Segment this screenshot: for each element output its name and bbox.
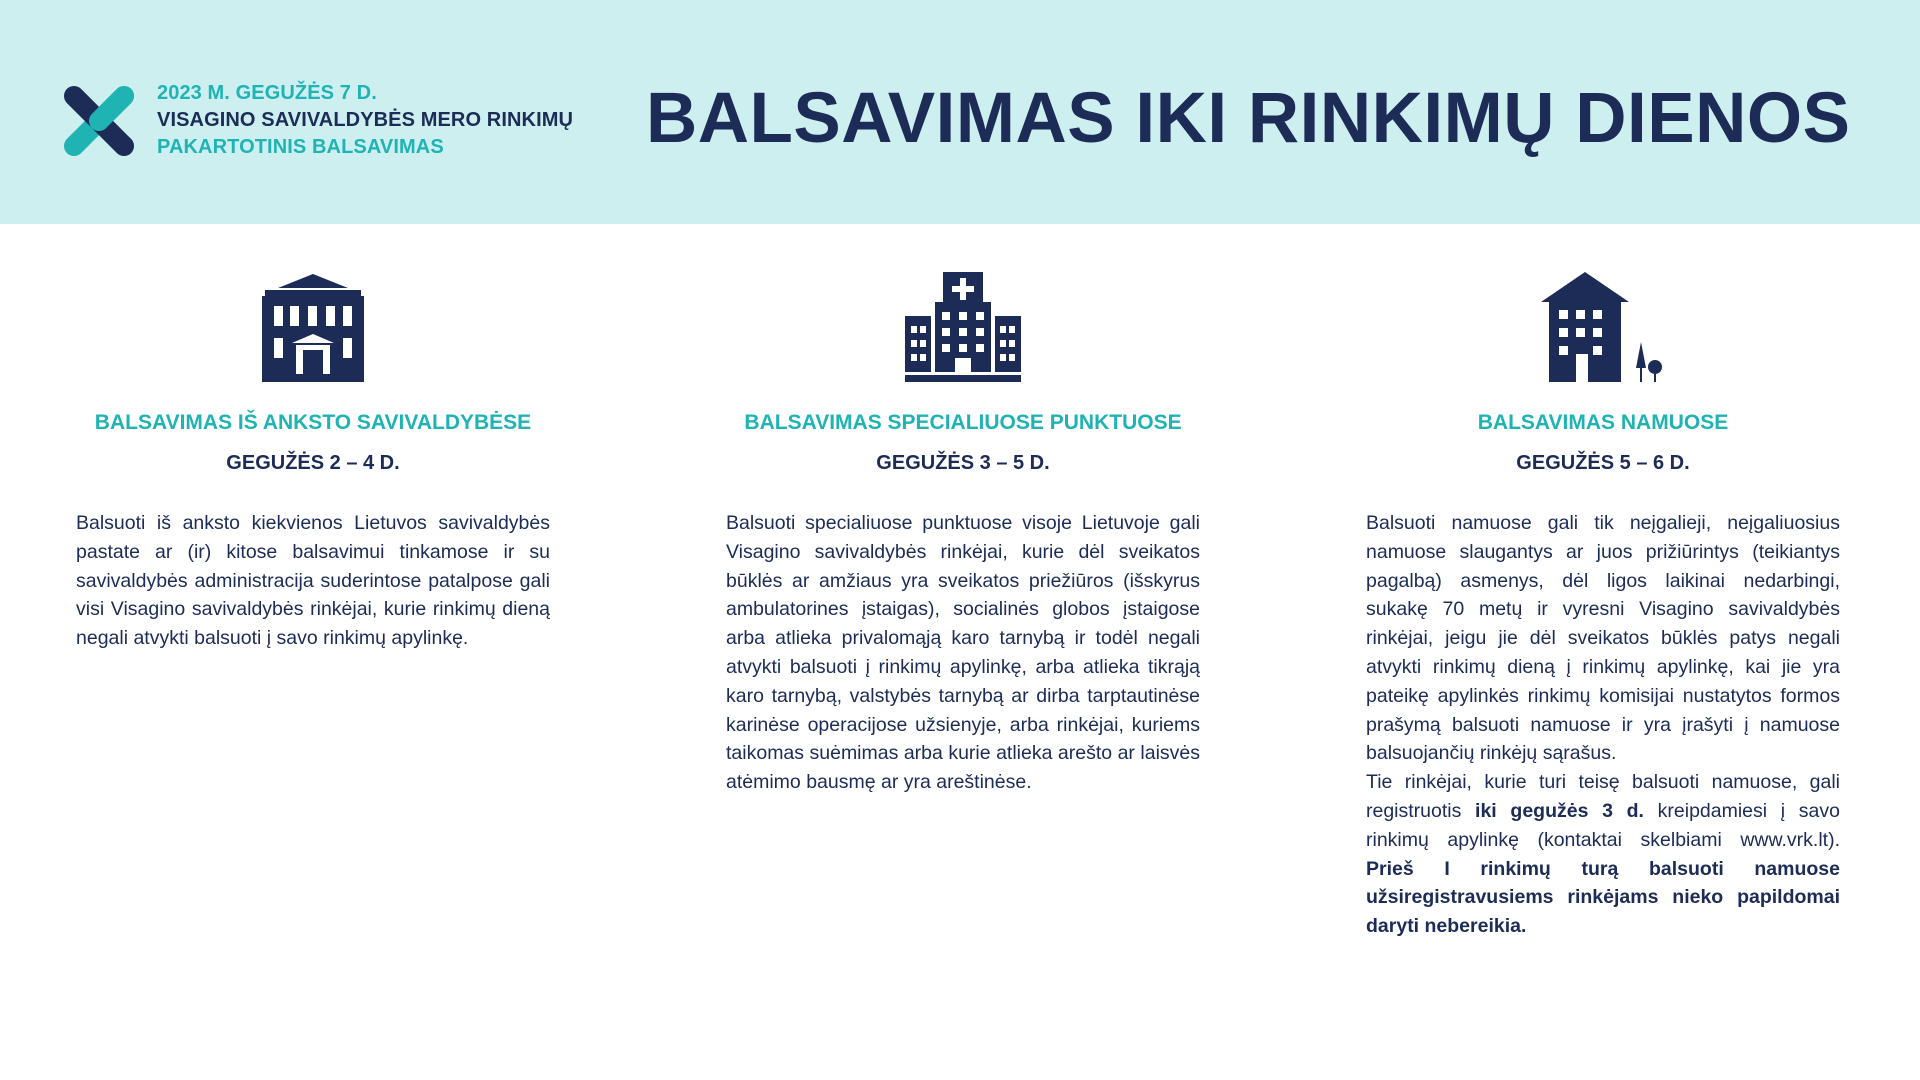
column-heading: BALSAVIMAS IŠ ANKSTO SAVIVALDYBĖSE	[94, 411, 532, 434]
column-text	[76, 509, 550, 653]
home-house-icon	[1541, 272, 1665, 382]
election-subtitle	[157, 80, 573, 161]
municipality-building-icon	[262, 274, 364, 382]
election-name: VISAGINO SAVIVALDYBĖS MERO RINKIMŲ	[157, 109, 574, 131]
election-type: PAKARTOTINIS BALSAVIMAS	[157, 136, 444, 158]
registration-text-contact: kreipdamiesi į savo rinkimų apylinkę (kontaktai skelbiami www.vrk.lt).	[1366, 799, 1840, 851]
column-dates: GEGUŽĖS 2 – 4 D.	[226, 452, 400, 474]
column-home-voting	[1366, 262, 1840, 941]
header-banner	[0, 0, 1920, 224]
column-paragraph-registration	[1366, 768, 1840, 941]
column-dates: GEGUŽĖS 5 – 6 D.	[1516, 452, 1690, 474]
column-text	[1366, 509, 1840, 941]
page-title: BALSAVIMAS IKI RINKIMŲ DIENOS	[646, 79, 1851, 158]
column-dates: GEGUŽĖS 3 – 5 D.	[876, 452, 1050, 474]
registration-note: Prieš I rinkimų turą balsuoti namuose užsiregistravusiems rinkėjams nieko papildomai daryti nebereikia.	[1366, 857, 1840, 938]
column-municipality-voting	[76, 262, 550, 653]
column-paragraph: Balsuoti namuose gali tik neįgalieji, neįgaliuosius namuose slaugantys ar juos prižiūrintys (teikiantys pagalbą) asmenys, dėl ligos laikinai nedarbingi, sukakę 70 metų ir vyresni Visagino savivaldybės rinkėjai, jeigu jie dėl sveikatos būklės patys negali atvykti rinkimų dieną į rinkimų apylinkę, kai jie yra pateikę apylinkės rinkimų komisijai nustatytos formos prašymą balsuoti namuose ir yra įrašyti į namuose balsuojančių rinkėjų sąrašus.	[1366, 512, 1840, 765]
registration-deadline: iki gegužės 3 d.	[1475, 799, 1644, 822]
registration-text: Tie rinkėjai, kurie turi teisę balsuoti namuose, gali registruotis	[1366, 771, 1840, 822]
column-heading: BALSAVIMAS SPECIALIUOSE PUNKTUOSE	[744, 411, 1182, 434]
column-paragraph: Balsuoti specialiuose punktuose visoje Lietuvoje gali Visagino savivaldybės rinkėjai, kurie dėl sveikatos būklės ar amžiaus yra sveikatos priežiūros (išskyrus ambulatorines įstaigas), socialinės globos įstaigose arba atlieka privalomąją karo tarnybą ir todėl negali atvykti balsuoti į rinkimų apylinkę, arba atlieka tikrąją karo tarnybą, valstybės tarnybą ar dirba tarptautinėse karinėse operacijose užsienyje, arba rinkėjai, kuriems taikomas suėmimas arba kurie atlieka arešto ar laisvės atėmimo bausmę ar yra areštinėse.	[726, 512, 1200, 794]
column-special-points-voting	[726, 262, 1200, 797]
column-text	[726, 509, 1200, 797]
hospital-icon	[905, 272, 1021, 382]
election-date: 2023 M. GEGUŽĖS 7 D.	[157, 82, 377, 104]
column-heading: BALSAVIMAS NAMUOSE	[1477, 411, 1729, 434]
column-paragraph: Balsuoti iš anksto kiekvienos Lietuvos savivaldybės pastate ar (ir) kitose balsavimui tinkamose ir su savivaldybės administracija suderintose patalpose gali visi Visagino savivaldybės rinkėjai, kurie rinkimų dieną negali atvykti balsuoti į savo rinkimų apylinkę.	[76, 512, 550, 650]
x-cross-logo-icon	[62, 84, 136, 158]
